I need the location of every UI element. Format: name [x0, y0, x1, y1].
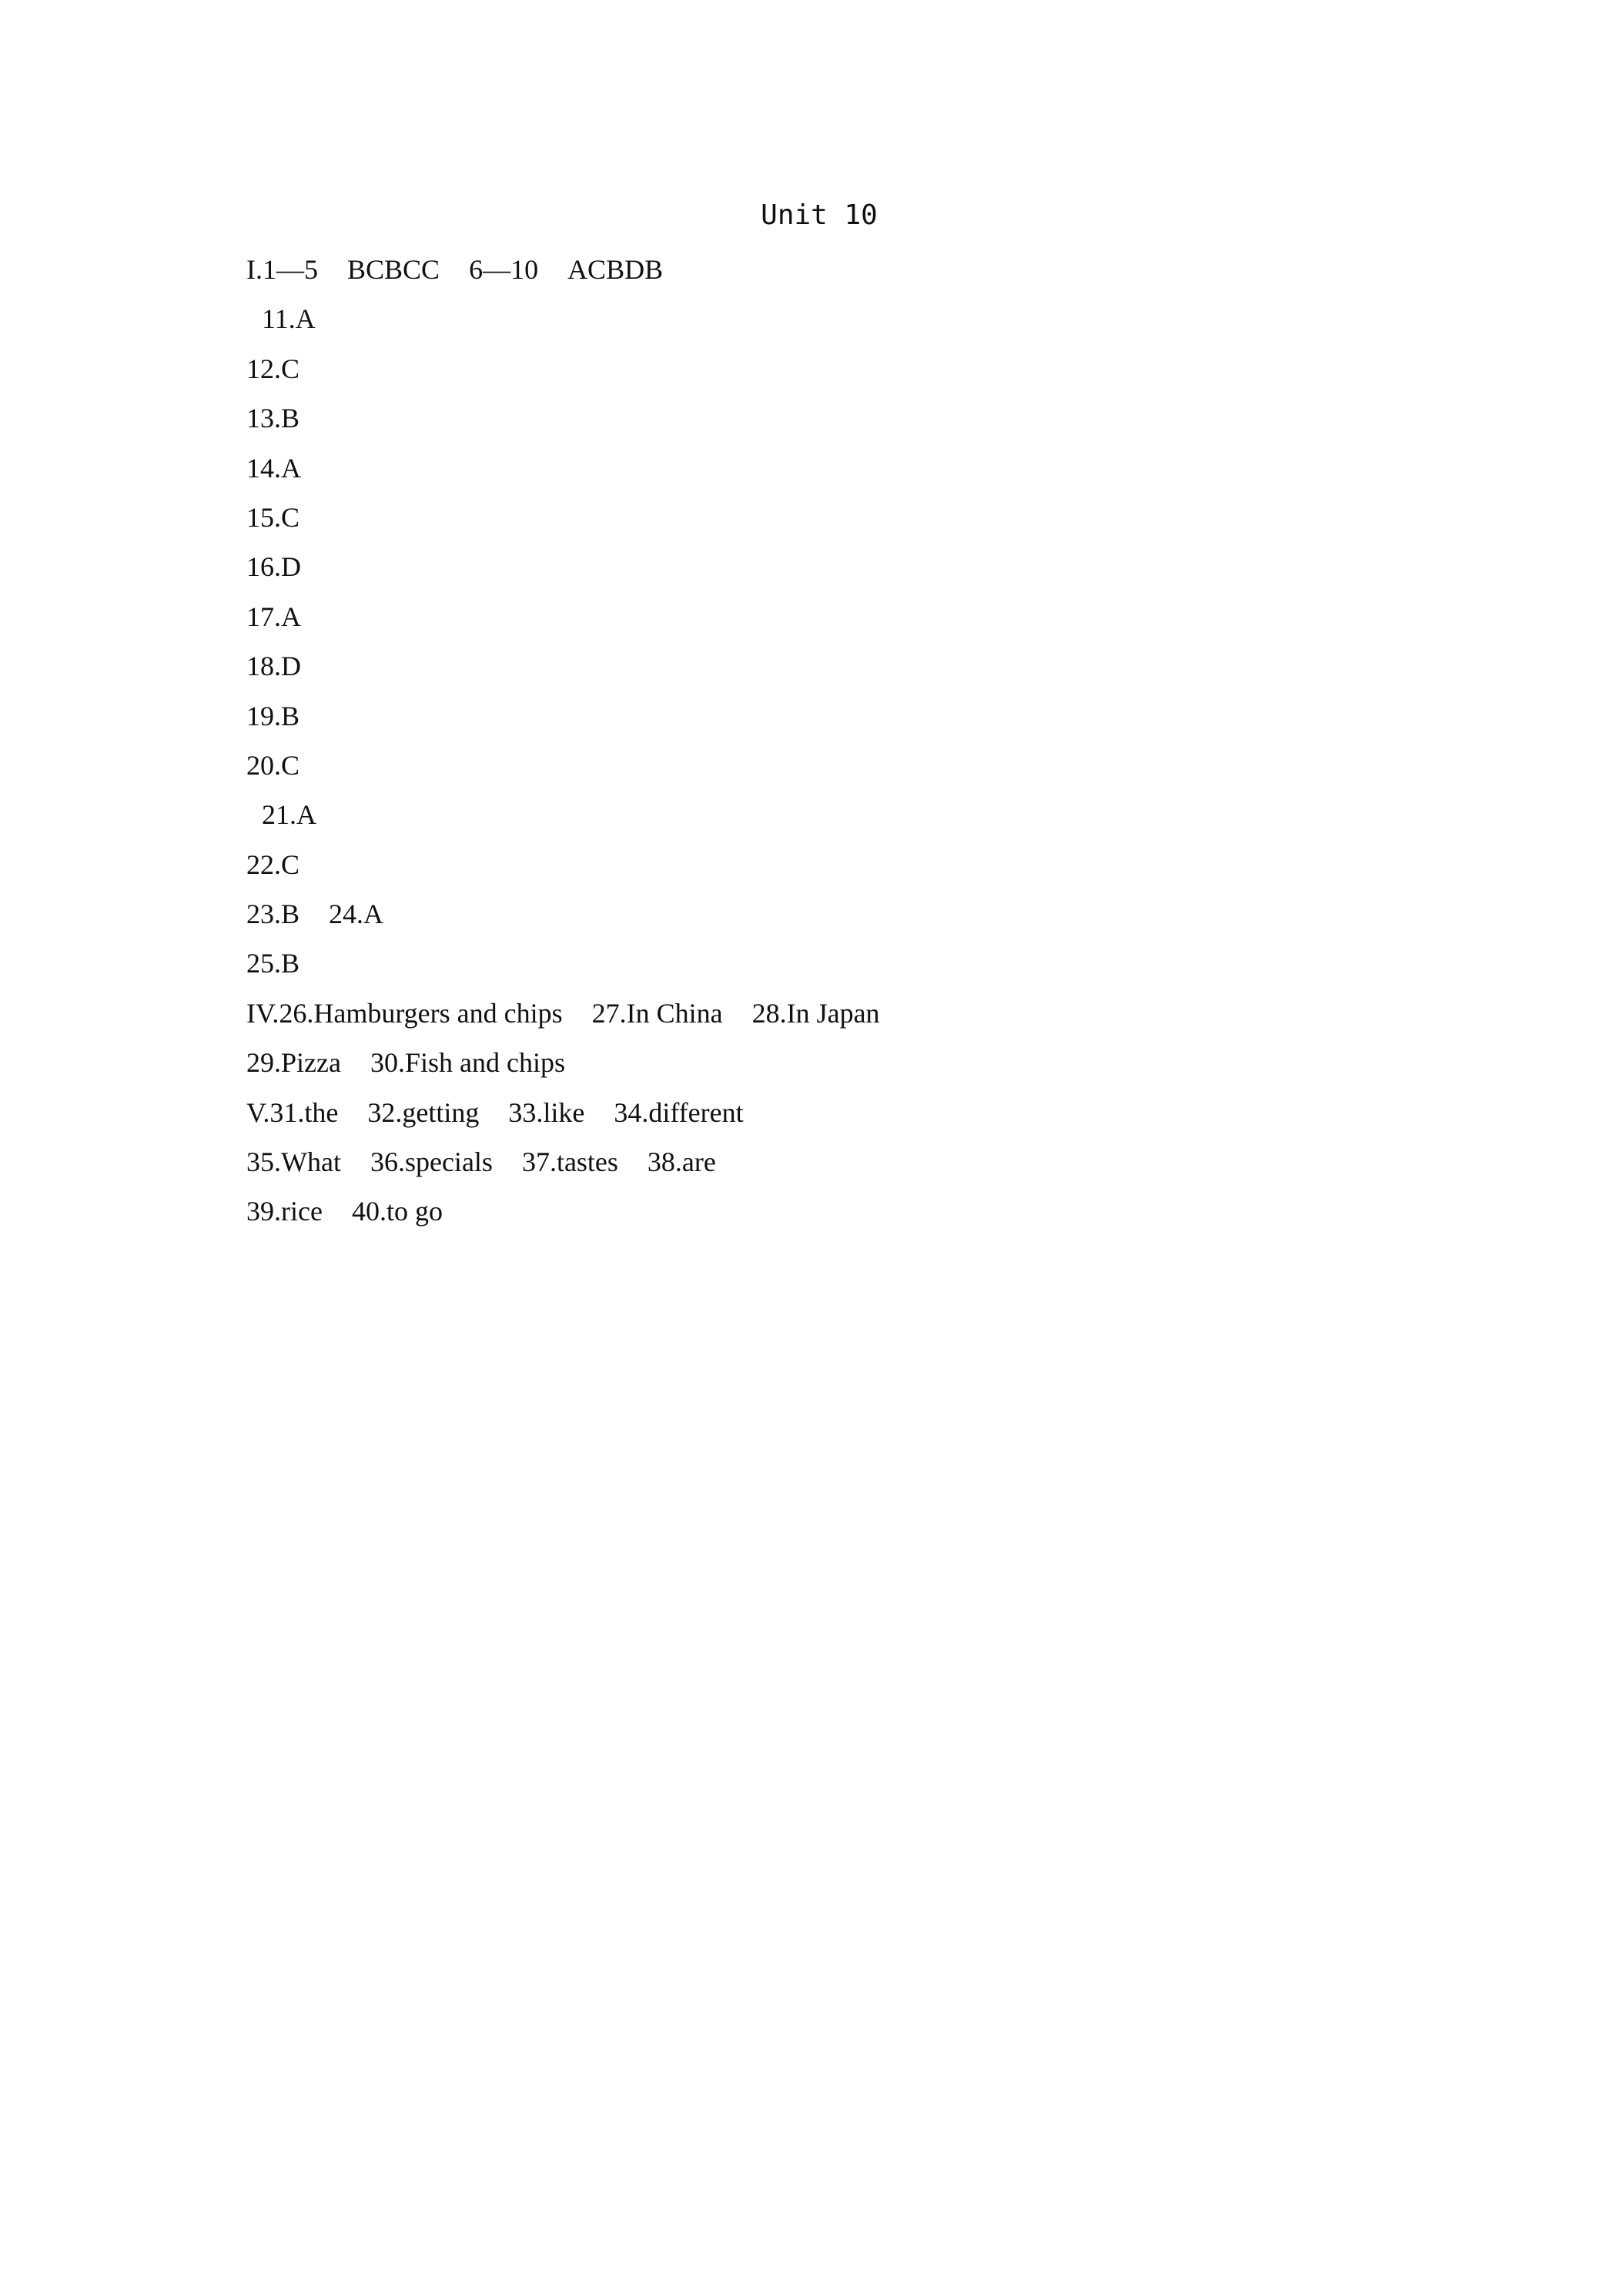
answer-item: 13.B [246, 403, 300, 434]
answer-item: 6—10 [469, 254, 539, 285]
answer-line [246, 1137, 880, 1186]
answer-item: 32.getting [367, 1096, 480, 1128]
answer-line [246, 542, 880, 591]
answer-line [246, 1088, 880, 1137]
answer-item: 27.In China [591, 997, 723, 1029]
answer-item: 34.different [614, 1096, 744, 1128]
answer-item: V.31.the [246, 1096, 339, 1128]
answer-item: 36.specials [370, 1146, 493, 1178]
answer-line [246, 939, 880, 988]
answer-item: 29.Pizza [246, 1047, 341, 1079]
answer-item: I.1—5 [246, 254, 318, 285]
answer-item: 18.D [246, 651, 301, 682]
answer-item: 11.A [262, 303, 316, 335]
answer-item: 19.B [246, 700, 300, 731]
answer-item: 20.C [246, 749, 300, 781]
answer-item: 23.B [246, 899, 300, 930]
answer-line [246, 989, 880, 1038]
answer-line [246, 691, 880, 741]
answer-item: 15.C [246, 501, 300, 533]
answer-line [246, 443, 880, 493]
answer-line [246, 592, 880, 641]
answer-item: BCBCC [347, 254, 440, 285]
answer-item: 24.A [329, 899, 384, 930]
answer-line [246, 840, 880, 889]
answer-item: 35.What [246, 1146, 341, 1178]
answer-item: 40.to go [351, 1196, 443, 1227]
answer-line [246, 393, 880, 443]
answer-item: 30.Fish and chips [370, 1047, 565, 1079]
answer-item: 21.A [262, 799, 316, 831]
answer-item: 12.C [246, 353, 300, 384]
answer-item: 38.are [647, 1146, 716, 1178]
answer-item: 33.like [508, 1096, 585, 1128]
answer-line [246, 344, 880, 393]
answer-line [246, 1186, 880, 1236]
answer-line [246, 493, 880, 542]
answer-line [246, 889, 880, 939]
answer-line [246, 790, 880, 839]
page-title: Unit 10 [761, 199, 878, 231]
answer-line [246, 245, 880, 294]
answer-line [246, 294, 880, 343]
answer-item: ACBDB [567, 254, 664, 285]
answer-item: IV.26.Hamburgers and chips [246, 997, 563, 1029]
answer-line [246, 1038, 880, 1087]
answer-item: 28.In Japan [751, 997, 880, 1029]
answer-item: 39.rice [246, 1196, 323, 1227]
answer-item: 14.A [246, 452, 301, 484]
answer-item: 22.C [246, 848, 300, 880]
answer-item: 17.A [246, 601, 301, 632]
answer-item: 25.B [246, 948, 300, 979]
answer-key [246, 245, 880, 1237]
answer-item: 37.tastes [521, 1146, 618, 1178]
answer-line [246, 741, 880, 790]
answer-item: 16.D [246, 551, 301, 583]
answer-line [246, 641, 880, 691]
